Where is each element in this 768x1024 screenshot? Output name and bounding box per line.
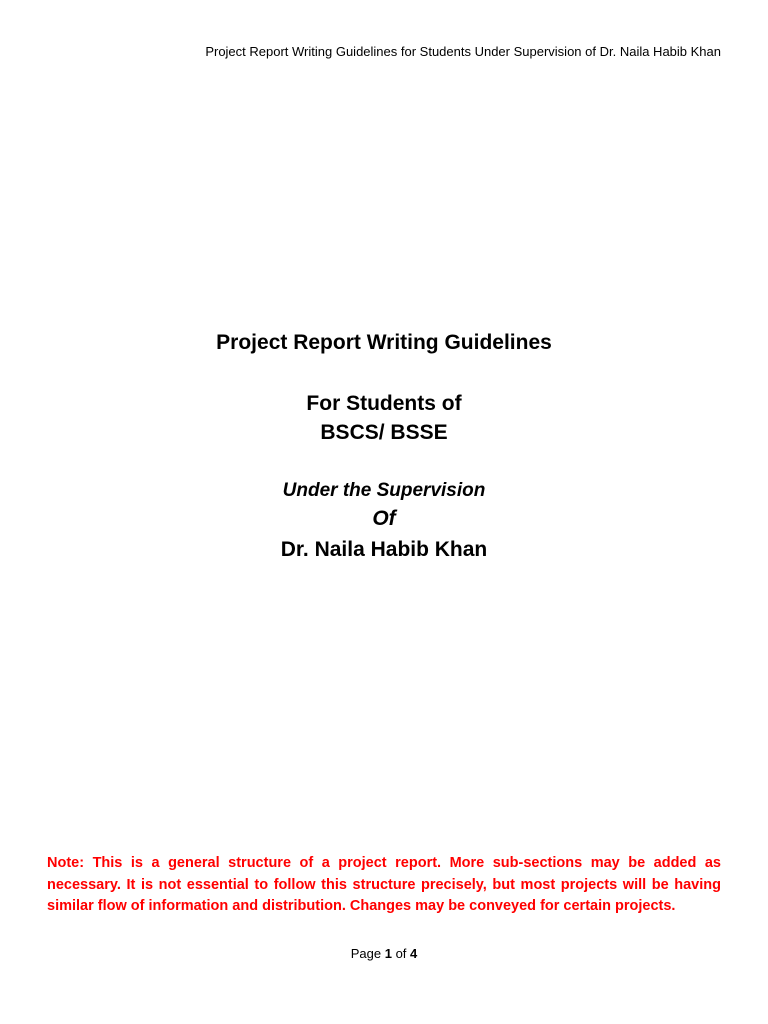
document-title: Project Report Writing Guidelines: [216, 331, 552, 354]
running-header: Project Report Writing Guidelines for Students Under Supervision of Dr. Naila Habib Khan: [205, 44, 721, 59]
audience-intro: For Students of: [306, 392, 462, 415]
structure-note: Note: This is a general structure of a project report. More sub-sections may be added as necessary. It is not essential to follow this structure precisely, but most projects will be having similar flow of information and distribution. Changes may be conveyed for certain projects.: [47, 855, 721, 914]
page-number-footer: [0, 946, 768, 961]
page-word: Page: [350, 946, 382, 961]
of-word: of: [395, 946, 407, 961]
supervisor-name: Dr. Naila Habib Khan: [280, 538, 488, 561]
supervision-intro: Under the Supervision: [282, 480, 486, 501]
current-page-number: 1: [384, 946, 392, 961]
audience-programs: BSCS/ BSSE: [320, 421, 448, 444]
total-page-count: 4: [410, 946, 418, 961]
supervision-of: Of: [372, 507, 396, 530]
